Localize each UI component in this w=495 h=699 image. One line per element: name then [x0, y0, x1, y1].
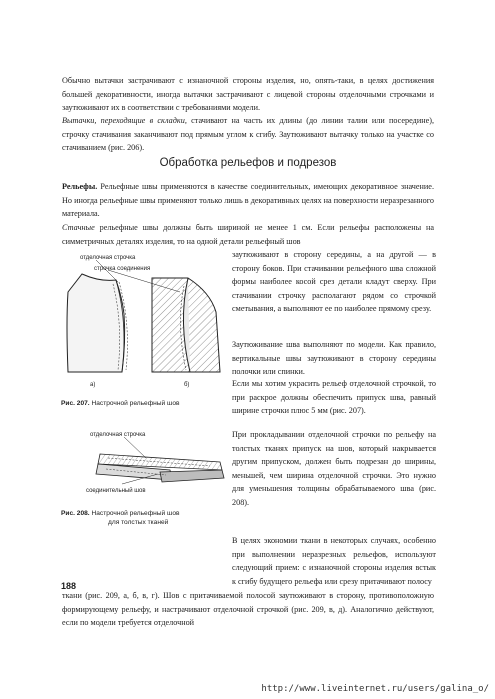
label-topstitch: отделочная строчка: [80, 255, 136, 261]
leader-line-208-top: [124, 437, 146, 458]
figure-207: [60, 252, 228, 392]
paragraph-strip: ткани (рис. 209, а, б, в, г). Шов с притачиваемой полосой заутюживают в сторону, противоположную формирующему рельефу, и настрачивают отделочной строчкой (рис. 209, в, д). Аналогично действуют, если по модели требуется отделочной: [62, 591, 434, 627]
figure-208-title: Настрочной рельефный шов: [91, 510, 180, 517]
figure-208-number: Рис. 208.: [61, 510, 90, 517]
figure-207b-drawing: [152, 278, 220, 372]
figure-207a-drawing: [67, 274, 127, 372]
paragraph-topstitch: Если мы хотим украсить рельеф отделочной строчкой, то при раскрое должны обеспечить припуск шва, равный ширине строчки плюс 5 мм (рис. 207).: [232, 379, 436, 415]
label-seam: строчка соединения: [94, 266, 151, 272]
label-208-topstitch: отделочная строчка: [90, 432, 146, 438]
paragraph-darts-folds-text: стачивают на часть их длины (до линии талии или посередине), строчку стачивания заканчивают под прямым углом к сгибу. Заутюживают вытачку только на участке со стачиванием (рис. 206).: [62, 116, 434, 152]
figure-208-caption: [61, 509, 180, 518]
paragraph-stitched-reliefs: [62, 221, 434, 248]
label-208-seam: соединительный шов: [86, 488, 146, 494]
paragraph-darts-folds: [62, 114, 434, 155]
paragraph-stitched-cont: заутюживают в сторону середины, а на другой — в сторону боков. При стачивании рельефного шва сложной формы наиболее косой срез детали кладут сверху. При стачивании строчку располагают рядом со строчкой сметывания, а выполняют ее по наиболее прямому срезу.: [232, 250, 436, 313]
figure-207-title: Настрочной рельефный шов: [91, 400, 180, 407]
label-b: б): [184, 382, 190, 388]
paragraph-reliefs: [62, 180, 434, 221]
paragraph-pressing: Заутюживание шва выполняют по модели. Как правило, вертикальные швы заутюживают в сторону середины полочки или спинки.: [232, 340, 436, 376]
footer-url: http://www.liveinternet.ru/users/galina_o/: [261, 684, 489, 694]
paragraph-economy: В целях экономии ткани в некоторых случаях, особенно при выполнении неразрезных рельефов, используют следующий прием: с изнаночной стороны изделия встык к сгибу будущего рельефа или срезу притачивают полосу: [232, 536, 436, 586]
label-a: а): [90, 382, 96, 388]
figure-207-caption: [61, 399, 180, 408]
paragraph-reliefs-text: Рельефные швы применяются в качестве соединительных, имеющих декоративное значение. Но иногда рельефные швы применяют только лишь в декоративных целях на поверхности неразрезанного материала.: [62, 182, 434, 218]
term-stitched: Стачные: [62, 223, 95, 232]
paragraph-thick-fabrics: При прокладывании отделочной строчки по рельефу на толстых тканях припуск на шов, который накрывается другим припуском, должен быть подрезан до ширины, меньшей, чем ширина отделочной строчки. Это нужно для уменьшения толщины обрабатываемого шва (рис. 208).: [232, 430, 436, 507]
figure-208: [60, 428, 228, 508]
figure-208-drawing: [96, 454, 224, 482]
term-reliefs: Рельефы.: [62, 182, 98, 191]
paragraph-stitched-text: рельефные швы должны быть шириной не менее 1 см. Если рельефы расположены на симметричных деталях изделия, то на одной детали рельефный шов: [62, 223, 434, 246]
term-darts-folds: Вытачки, переходящие в складки,: [62, 116, 187, 125]
figure-207-number: Рис. 207.: [61, 400, 90, 407]
page-number: 188: [61, 581, 77, 591]
section-heading: Обработка рельефов и подрезов: [159, 157, 337, 169]
figure-208-caption-line2: для толстых тканей: [108, 519, 169, 526]
paragraph-darts: Обычно вытачки застрачивают с изнаночной стороны изделия, но, опять-таки, в целях достижения большей декоративности, иногда вытачки застрачивают с лицевой стороны отделочными строчками и заутюживают их в соответствии с требованиями модели.: [62, 76, 434, 112]
